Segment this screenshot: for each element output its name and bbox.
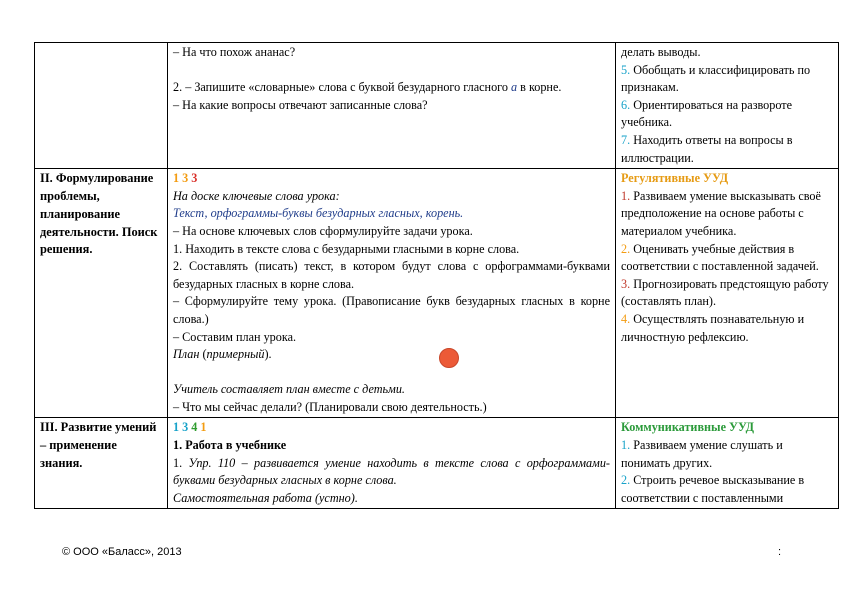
uud-number: 3. [621,276,631,291]
plan-word: План [173,347,200,362]
copyright-footer: © ООО «Баласс», 2013 [62,546,182,558]
uud-item [621,97,833,132]
uud-item [621,241,833,276]
uud-number: 4. [621,311,631,326]
code-3: 3 [182,171,189,186]
uud-number: 2. [621,473,631,488]
uud-item [621,132,833,167]
uud-text: Оценивать учебные действия в соответствии с поставленной задачей. [621,241,819,274]
instruction-line: – На основе ключевых слов сформулируйте задачи урока. [173,223,473,238]
teacher-note: Учитель составляет план вместе с детьми. [173,382,405,397]
section-heading: 1. Работа в учебнике [173,438,287,453]
task-2 [173,79,610,97]
page-mark: : [778,546,782,558]
uud-text: делать выводы. [621,45,701,59]
uud-item [621,188,833,241]
uud-text: Развиваем умение слушать и понимать других. [621,438,783,470]
uud-number: 7. [621,132,631,147]
task-line: 2. Составлять (писать) текст, в котором будут слова с орфограммами-буквами безударных гласных в корне слова. [173,259,610,291]
uud-text: Развиваем умение высказывать своё предположение на основе работы с материалом учебника. [621,188,821,238]
table-row [35,169,839,418]
code-1: 1 [173,420,180,435]
uud-number: 2. [621,241,631,256]
plan-paren: ( [199,347,207,362]
uud-number: 6. [621,97,631,112]
uud-text: Обобщать и классифицировать по признакам. [621,62,811,95]
vowel-letter: а [511,80,518,95]
uud-item [621,472,833,507]
question-line: – На что похож ананас? [173,45,296,59]
uud-number: 5. [621,62,631,77]
uud-title: Коммуникативные УУД [621,420,755,435]
table-row [35,43,839,169]
task-2-text: 2. – Запишите «словарные» слова с буквой безударного гласного [173,80,511,95]
exercise [173,455,610,490]
task-2-tail: в корне. [517,80,562,95]
uud-text: Находить ответы на вопросы в иллюстрации. [621,132,793,165]
uud-number: 1. [621,188,631,203]
plan-paren-close: ). [264,347,272,362]
instruction-line: – Сформулируйте тему урока. (Правописание букв безударных гласных в корне слова.) [173,294,610,326]
stage-title: II. Формулирование проблемы, планирование деятельности. Поиск решения. [35,169,168,418]
plan-line [173,346,610,364]
uud-item [621,437,833,472]
uud-text: Прогнозировать предстоящую работу (составлять план). [621,276,829,309]
stage-title: III. Развитие умений – применение знания. [35,418,168,509]
instruction-line: – Составим план урока. [173,329,297,344]
activity-cell [168,169,616,418]
question-line: – На какие вопросы отвечают записанные слова? [173,97,428,112]
uud-text: Ориентироваться на развороте учебника. [621,97,793,130]
table-row [35,418,839,509]
uud-item [621,44,833,62]
activity-cell [168,418,616,509]
stage-cell-empty [35,43,168,169]
uud-cell [616,169,839,418]
uud-text: Осуществлять познавательную и личностную рефлексию. [621,311,805,344]
code-3: 3 [182,420,189,435]
code-1-orange: 1 [200,420,207,435]
lesson-plan-table [34,42,839,509]
exercise-text: Упр. 110 – развивается умение находить в тексте слова с орфограммами-буквами безударных гласных в корне слова. [173,455,610,488]
uud-item [621,62,833,97]
uud-title: Регулятивные УУД [621,171,729,186]
keywords: Текст, орфограммы-буквы безударных гласных, корень. [173,206,464,221]
activity-cell [168,43,616,169]
task-line: 1. Находить в тексте слова с безударными гласными в корне слова. [173,241,520,256]
exercise-note: Самостоятельная работа (устно). [173,490,358,505]
plan-approx: примерный [206,347,265,362]
code-3-red: 3 [191,171,198,186]
orange-circle-marker [439,348,459,368]
uud-cell [616,43,839,169]
uud-item [621,311,833,346]
skill-codes [173,419,610,437]
uud-cell [616,418,839,509]
uud-text: Строить речевое высказывание в соответствии с поставленными [621,473,805,505]
instruction-line: – Что мы сейчас делали? (Планировали свою деятельность.) [173,399,487,414]
code-4: 4 [191,420,198,435]
exercise-number: 1. [173,455,183,470]
keywords-intro: На доске ключевые слова урока: [173,188,340,203]
skill-codes [173,170,610,188]
uud-item [621,276,833,311]
uud-number: 1. [621,438,631,453]
code-1: 1 [173,171,180,186]
